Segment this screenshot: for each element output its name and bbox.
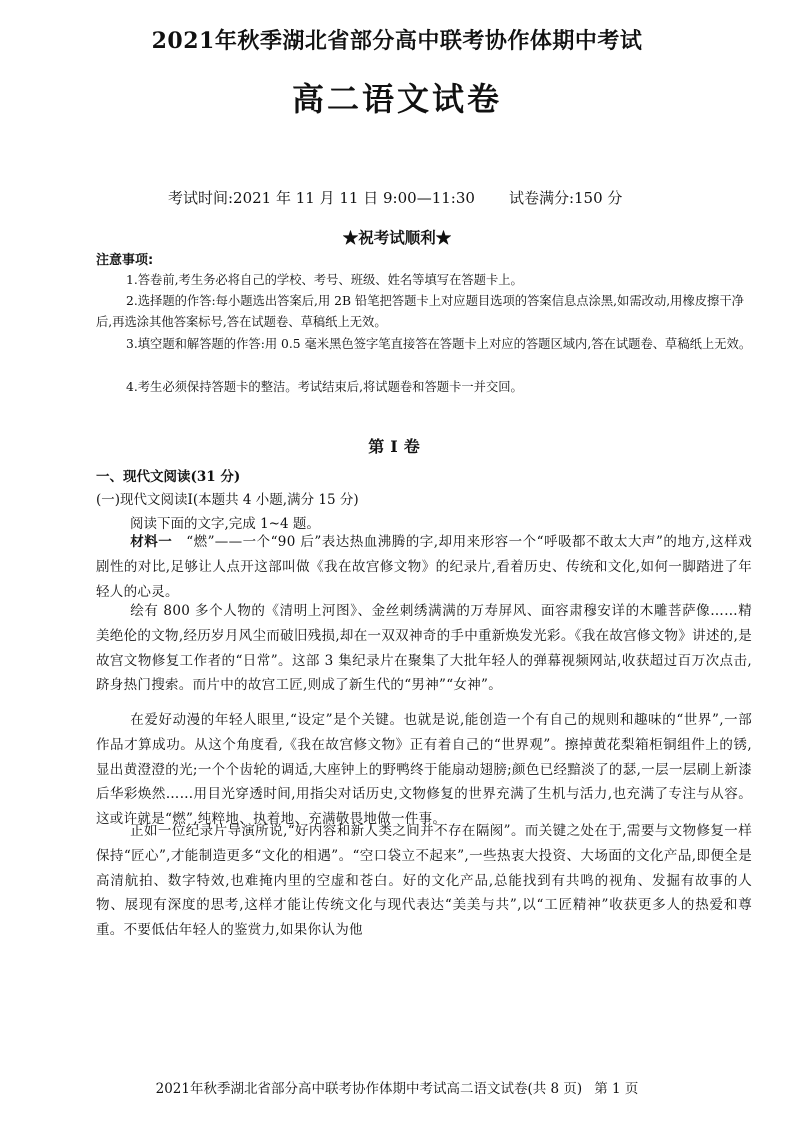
paragraph-text: 绘有 800 多个人物的《清明上河图》、金丝刺绣满满的万寿屏风、面容肃穆安详的木雕菩萨像……精美绝伦的文物,经历岁月风尘而破旧残损,却在一双双神奇的手中重新焕发光彩。《我在故宫修文物》讲述的,是故宫文物修复工作者的“日常”。这部 3 集纪录片在聚集了大批年轻人的弹幕视频网站,收获超过百万次点击,跻身热门搜索。而片中的故宫工匠,则成了新生代的“男神”“女神”。 (96, 603, 752, 694)
reading-instruction: 阅读下面的文字,完成 1~4 题。 (130, 516, 320, 532)
notes-heading: 注意事项: (96, 253, 154, 268)
paragraph-text: 正如一位纪录片导演所说,“好内容和新人类之间并不存在隔阂”。而关键之处在于,需要与文物修复一样保持“匠心”,才能制造更多“文化的相遇”。“空口袋立不起来”,一些热衷大投资、大场面的文化产品,即便全是高清航拍、数字特效,也难掩内里的空虚和苍白。好的文化产品,总能找到有共鸣的视角、发掘有故事的人物、展现有深度的思考,这样才能让传统文化与现代表达“美美与共”,以“工匠精神”收获更多人的热爱和尊重。不要低估年轻人的鉴赏力,如果你认为他 (96, 823, 752, 939)
note-text: 3.填空题和解答题的作答:用 0.5 毫米黑色签字笔直接答在答题卡上对应的答题区域内,答在试题卷、草稿纸上无效。 (126, 337, 752, 351)
material-label: 材料一 (130, 534, 173, 550)
note-item (96, 334, 756, 355)
passage-paragraph (96, 599, 752, 698)
page-footer (0, 1077, 794, 1097)
note-text: 4.考生必须保持答题卡的整洁。考试结束后,将试题卷和答题卡一并交回。 (126, 380, 523, 394)
paragraph-text: “燃”——一个“90 后”表达热血沸腾的字,却用来形容一个“呼吸都不敢太大声”的地方,这样戏剧性的对比,足够让人点开这部叫做《我在故宫修文物》的纪录片,看着历史、传统和文化,如何一脚踏进了年轻人的心灵。 (96, 534, 752, 600)
paper-title: 高二语文试卷 (291, 80, 502, 118)
passage-paragraph (96, 819, 752, 943)
note-item (96, 291, 756, 333)
note-text: 2.选择题的作答:每小题选出答案后,用 2B 铅笔把答题卡上对应题目选项的答案信息点涂黑,如需改动,用橡皮擦干净后,再选涂其他答案标号,答在试题卷、草稿纸上无效。 (96, 294, 744, 329)
passage-paragraph (96, 530, 752, 604)
footer-text: 2021年秋季湖北省部分高中联考协作体期中考试高二语文试卷(共 8 页) (155, 1081, 583, 1097)
good-luck-banner: ★祝考试顺利★ (342, 228, 452, 247)
note-text: 1.答卷前,考生务必将自己的学校、考号、班级、姓名等填写在答题卡上。 (126, 273, 523, 287)
exam-meta (168, 187, 622, 208)
exam-time: 考试时间:2021 年 11 月 11 日 9:00—11:30 (168, 189, 475, 207)
full-score: 试卷满分:150 分 (508, 189, 623, 207)
section-heading: 一、现代文阅读(31 分) (96, 469, 241, 485)
exam-title: 2021年秋季湖北省部分高中联考协作体期中考试 (151, 28, 643, 54)
volume-heading: 第Ⅰ卷 (368, 437, 426, 456)
page-number: 第 1 页 (594, 1081, 639, 1097)
note-item (96, 270, 756, 291)
note-item (96, 377, 756, 398)
subsection-heading: (一)现代文阅读Ⅰ(本题共 4 小题,满分 15 分) (96, 492, 359, 508)
paragraph-text: 在爱好动漫的年轻人眼里,“设定”是个关键。也就是说,能创造一个有自己的规则和趣味的“世界”,一部作品才算成功。从这个角度看,《我在故宫修文物》正有着自己的“世界观”。擦掉黄花梨箱柜铜组件上的锈,显出黄澄澄的光;一个个齿轮的调适,大座钟上的野鸭终于能扇动翅膀;颜色已经黯淡了的瑟,一层一层刷上新漆后华彩焕然……用目光穿透时间,用指尖对话历史,文物修复的世界充满了生机与活力,也充满了专注与从容。这或许就是“燃”,纯粹地、执着地、充满敬畏地做一件事。 (96, 712, 752, 828)
passage-paragraph (96, 708, 752, 832)
